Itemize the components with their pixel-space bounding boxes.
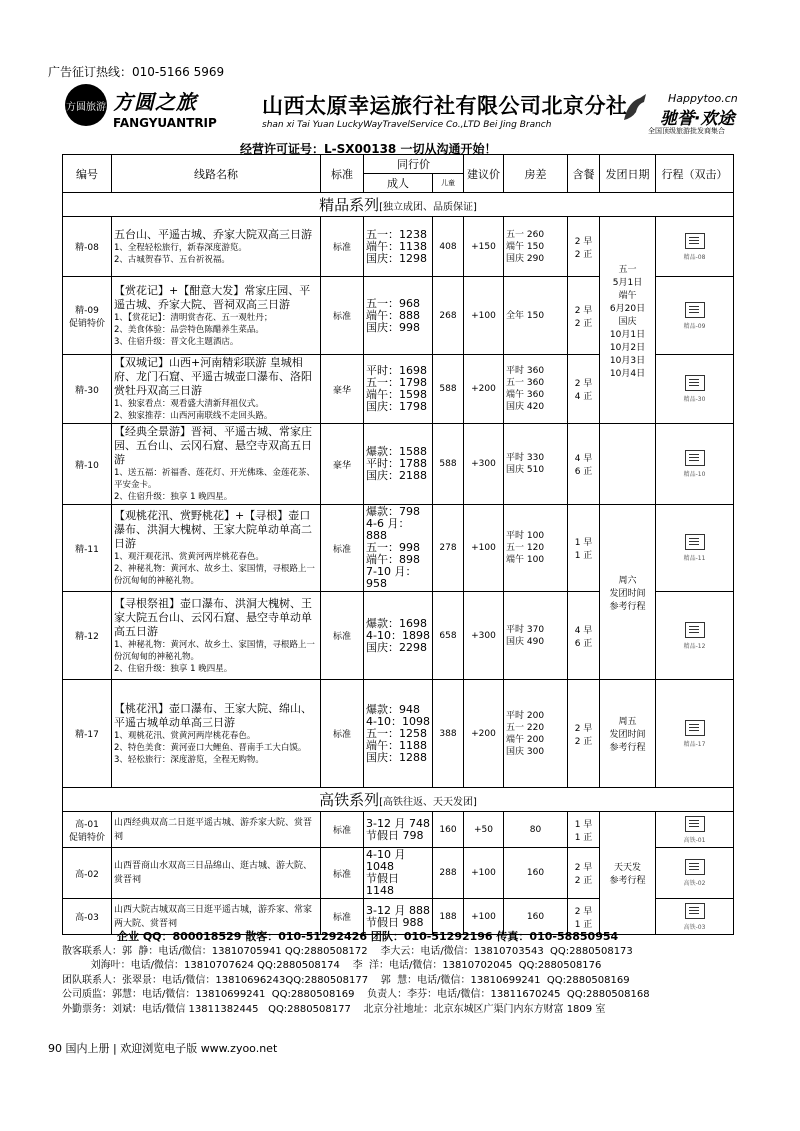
room-line: 平时 200: [506, 710, 545, 721]
table-row: [63, 680, 734, 788]
room-diff: [504, 505, 568, 592]
route-note: 1、全程轻松旅行，新春深度游览。: [114, 242, 247, 253]
document-icon[interactable]: [685, 233, 705, 249]
itinerary-cell: [656, 424, 734, 505]
itinerary-file-label[interactable]: 精品-10: [683, 471, 706, 478]
price-line: 国庆：2298: [366, 640, 427, 654]
meals: [568, 592, 600, 680]
room-diff: [504, 592, 568, 680]
price-line: 国庆：1798: [366, 400, 427, 413]
meal-line: 6 正: [574, 467, 593, 477]
room-line: 国庆 420: [506, 402, 545, 412]
header-suggest: 建议价: [464, 155, 504, 193]
route-code-value: 精-11: [75, 544, 99, 555]
adult-prices: [364, 812, 433, 848]
room-line: 国庆 510: [506, 465, 545, 475]
child-price: 588: [433, 424, 464, 505]
route-name: [112, 505, 321, 592]
price-line: 4-10 月 1048: [366, 848, 406, 873]
route-title: 【经典全景游】晋祠、平遥古城、常家庄园、五台山、云冈石窟、悬空寺双高五日游: [114, 425, 312, 466]
price-line: 国庆：1288: [366, 750, 427, 764]
route-note: 1、独家看点：观看盛大清新拜祖仪式。: [114, 399, 264, 409]
route-code-value: 高-03: [75, 913, 99, 923]
depart-line: 周五: [618, 717, 637, 727]
depart-dates: [600, 680, 656, 788]
route-note: 1、【赏花记】：清明赏杏花、五一观牡丹；: [114, 312, 273, 323]
document-icon[interactable]: [685, 302, 705, 318]
route-title: 山西晋商山水双高三日品绵山、逛古城、游大院、赏晋祠: [112, 848, 321, 899]
depart-line: 参考行程: [609, 743, 646, 753]
itinerary-cell: [656, 680, 734, 788]
route-title: 山西大院古城双高三日逛平遥古城，游乔家、常家两大院、赏晋祠: [112, 899, 321, 935]
section-premium: [63, 193, 734, 217]
route-code-value: 精-08: [75, 243, 99, 253]
route-note: 2、住宿升级：独享 1 晚四星。: [114, 663, 233, 674]
route-title: 五台山、平遥古城、乔家大院双高三日游: [114, 227, 312, 241]
route-code: [63, 848, 112, 899]
suggest-price: +100: [464, 277, 504, 355]
route-note: 3、轻松旅行：深度游览，全程无购物。: [114, 754, 264, 765]
child-price: 278: [433, 505, 464, 592]
depart-line: 天天发: [613, 863, 641, 873]
route-name: [112, 592, 321, 680]
price-line: 4-10：1898: [366, 628, 430, 642]
price-line: 端午：898: [366, 553, 420, 566]
contact-line: 公司质监：郭慧：电话/微信：13810699241 QQ:2880508169 负责人：李芬：电话/微信：13811670245 QQ:2880508168: [62, 989, 650, 1000]
header-room-diff: 房差: [504, 155, 568, 193]
price-line: 节假日 988: [366, 915, 424, 929]
depart-line: 发团时间: [609, 730, 646, 740]
itinerary-file-label[interactable]: 精品-12: [683, 642, 706, 650]
depart-line: 参考行程: [609, 876, 646, 886]
depart-dates: [600, 424, 656, 505]
price-line: 4-6 月：888: [366, 517, 410, 542]
suggest-price: +150: [464, 217, 504, 277]
document-icon[interactable]: [685, 375, 705, 391]
adult-prices: [364, 424, 433, 505]
itinerary-file-label[interactable]: 高铁-02: [683, 880, 706, 887]
room-line: 五一 360: [506, 378, 545, 388]
room-line: 平时 370: [506, 624, 545, 635]
document-icon[interactable]: [685, 859, 705, 875]
header-standard: 标准: [321, 155, 364, 193]
child-price: 408: [433, 217, 464, 277]
itinerary-cell: [656, 217, 734, 277]
header-child: 儿童: [433, 174, 464, 193]
route-note: 2、美食体验：品尝特色陈醋养生菜品。: [114, 324, 264, 335]
table-row: [63, 424, 734, 505]
brand-name-en: FANGYUANTRIP: [113, 116, 217, 130]
price-line: 爆款：1588: [366, 445, 427, 458]
section-title: 精品系列: [319, 196, 380, 214]
route-price-table: [62, 154, 734, 935]
price-line: 3-12 月 748: [366, 816, 430, 830]
room-diff: [504, 424, 568, 505]
depart-dates: [600, 505, 656, 680]
child-price: 658: [433, 592, 464, 680]
route-title: 【桃花汛】壶口瀑布、王家大院、绵山、平遥古城单动单高三日游: [114, 701, 312, 729]
route-name: [112, 217, 321, 277]
meal-line: 1 正: [574, 919, 593, 930]
document-icon[interactable]: [685, 816, 705, 832]
meal-line: 2 早: [574, 863, 593, 873]
route-note: 2、独家推荐：山西河南联线不走回头路。: [114, 411, 273, 421]
section-subtitle: [高铁往返、天天发团]: [379, 797, 477, 808]
room-line: 全年 150: [506, 310, 545, 321]
route-note: 1、送五福：祈福香、莲花灯、开光佛珠、金莲花茶、平安金卡。: [114, 468, 315, 490]
section-highspeed: [63, 788, 734, 812]
depart-line: 10月3日: [609, 355, 646, 366]
suggest-price: +100: [464, 848, 504, 899]
document-icon[interactable]: [685, 622, 705, 638]
header-code: 编号: [63, 155, 112, 193]
price-line: 4-10：1098: [366, 714, 430, 728]
route-note: 2、神秘礼物：黄河水、故乡土、家国情，寻根路上一份沉甸甸的神秘礼物。: [114, 564, 315, 586]
route-note: 1、神秘礼物：黄河水、故乡土、家国情，寻根路上一份沉甸甸的神秘礼物。: [114, 639, 315, 662]
meals: [568, 680, 600, 788]
meal-line: 4 早: [574, 625, 593, 636]
horse-logo-icon: [620, 92, 650, 124]
hotlines: 企业 QQ：800018529 散客：010-51292426 团队：010-51292196 传真：010-58850954: [117, 930, 619, 943]
route-title: 【寻根祭祖】壶口瀑布、洪洞大槐树、王家大院五台山、云冈石窟、悬空寺单动单高五日游: [114, 596, 312, 638]
route-code-tag: 促销特价: [68, 832, 105, 843]
suggest-price: +50: [464, 812, 504, 848]
document-icon[interactable]: [685, 903, 705, 919]
route-code: [63, 680, 112, 788]
room-line: 平时 100: [506, 531, 545, 541]
slogan-en: Happytoo.cn: [668, 92, 738, 105]
price-line: 端午：1188: [366, 738, 427, 752]
route-note: 1、观桃花汛、赏黄河两岸桃花春色。: [114, 730, 256, 741]
license-number: 经营许可证号：L-SX00138 一切从沟通开始！: [240, 142, 497, 156]
route-standard: 标准: [321, 592, 364, 680]
itinerary-file-label[interactable]: 精品-09: [683, 322, 706, 330]
room-line: 平时 330: [506, 453, 545, 463]
room-line: 国庆 490: [506, 636, 545, 647]
suggest-price: +300: [464, 424, 504, 505]
contact-footer: [62, 930, 733, 1017]
price-line: 平时：1788: [366, 457, 427, 470]
room-line: 80: [529, 824, 542, 835]
contact-line: 刘海叶：电话/微信：13810707624 QQ:2880508174 李 洋：电话/微信：13810702045 QQ:2880508176: [62, 960, 602, 971]
contact-line: 散客联系人：郭 静：电话/微信：13810705941 QQ:2880508172 李大云：电话/微信：13810703543 QQ:2880508173: [62, 945, 633, 957]
route-code-value: 高-02: [75, 869, 99, 880]
meals: [568, 355, 600, 424]
header-itinerary: 行程（双击）: [656, 155, 734, 193]
room-diff: [504, 812, 568, 848]
price-line: 爆款：1698: [366, 616, 427, 630]
route-name: [112, 424, 321, 505]
itinerary-cell: [656, 848, 734, 899]
itinerary-cell: [656, 355, 734, 424]
route-name: [112, 680, 321, 788]
room-line: 160: [526, 868, 545, 878]
suggest-price: +100: [464, 899, 504, 935]
itinerary-file-label[interactable]: 精品-11: [683, 555, 706, 562]
price-line: 五一：1258: [366, 726, 427, 740]
route-name: [112, 277, 321, 355]
meal-line: 2 早: [574, 723, 593, 734]
price-line: 五一：1238: [366, 227, 427, 241]
meal-line: 4 早: [574, 454, 593, 464]
room-diff: [504, 277, 568, 355]
route-standard: 标准: [321, 680, 364, 788]
ad-hotline: 广告征订热线：010-5166 5969: [48, 65, 225, 79]
highspeed-rows: [63, 812, 734, 935]
meal-line: 1 早: [574, 819, 593, 830]
route-code-value: 精-30: [75, 385, 99, 396]
route-code-value: 精-10: [75, 460, 99, 471]
itinerary-cell: [656, 277, 734, 355]
room-line: 端午 200: [506, 734, 545, 745]
price-line: 五一：1798: [366, 376, 427, 389]
route-code-value: 精-17: [75, 730, 99, 740]
route-standard: 豪华: [321, 355, 364, 424]
depart-dates: [600, 812, 656, 935]
route-standard: 标准: [321, 505, 364, 592]
meal-line: 4 正: [574, 392, 593, 402]
depart-line: 10月4日: [609, 368, 646, 379]
meal-line: 2 早: [574, 236, 593, 247]
header-adult: 成人: [364, 174, 433, 193]
room-line: 端午 360: [506, 390, 545, 400]
route-note: 2、特色美食：黄河壶口大鲤鱼、晋南手工大白馍。: [114, 742, 307, 753]
suggest-price: +100: [464, 505, 504, 592]
route-title: 【观桃花汛、赏野桃花】+【寻根】壶口瀑布、洪洞大槐树、王家大院单动单高二日游: [114, 509, 312, 550]
route-title: 【双城记】山西+河南精彩联游 皇城相府、龙门石窟、平遥古城壶口瀑布、洛阳赏牡丹双高三日游: [114, 356, 312, 397]
meal-line: 6 正: [574, 638, 593, 649]
adult-prices: [364, 355, 433, 424]
price-line: 国庆：2188: [366, 469, 427, 482]
child-price: 288: [433, 848, 464, 899]
suggest-price: +300: [464, 592, 504, 680]
header-route: 线路名称: [112, 155, 321, 193]
route-standard: 标准: [321, 899, 364, 935]
brand-logo: 方圆旅游: [65, 84, 107, 126]
itinerary-file-label[interactable]: 精品-17: [683, 740, 706, 748]
table-row: [63, 217, 734, 277]
route-title: 山西经典双高二日逛平遥古城、游乔家大院、赏晋祠: [112, 812, 321, 848]
suggest-price: +200: [464, 680, 504, 788]
route-code: [63, 355, 112, 424]
child-price: 588: [433, 355, 464, 424]
route-code-value: 精-12: [75, 632, 99, 642]
section-subtitle: [独立成团、品质保证]: [379, 202, 477, 213]
room-diff: [504, 680, 568, 788]
header-meals: 含餐: [568, 155, 600, 193]
document-icon[interactable]: [685, 534, 705, 550]
document-icon[interactable]: [685, 720, 705, 736]
meal-line: 2 早: [574, 305, 593, 316]
header-peer-price: 同行价: [364, 155, 464, 174]
document-icon[interactable]: [685, 450, 705, 466]
price-line: 国庆：998: [366, 320, 420, 334]
depart-dates: [600, 217, 656, 424]
price-line: 国庆：1298: [366, 251, 427, 265]
depart-line: 端午: [618, 290, 637, 301]
meal-line: 2 早: [574, 906, 593, 917]
meal-line: 1 早: [574, 538, 593, 548]
route-code-tag: 促销特价: [68, 318, 105, 329]
itinerary-file-label[interactable]: 高铁-03: [683, 923, 706, 931]
child-price: 160: [433, 812, 464, 848]
route-code: [63, 812, 112, 848]
route-title: 【赏花记】+【酣意大发】常家庄园、平遥古城、乔家大院、晋祠双高三日游: [114, 283, 311, 311]
meal-line: 2 正: [574, 876, 593, 886]
meals: [568, 277, 600, 355]
price-line: 3-12 月 888: [366, 903, 430, 917]
route-code: [63, 277, 112, 355]
contact-lines: [62, 945, 733, 1018]
depart-line: 5月1日: [612, 277, 643, 288]
route-code-value: 精-09: [75, 305, 99, 316]
child-price: 268: [433, 277, 464, 355]
depart-line: 6月20日: [609, 303, 646, 314]
section-title: 高铁系列: [319, 791, 380, 809]
meal-line: 2 正: [574, 318, 593, 329]
route-standard: 豪华: [321, 424, 364, 505]
route-code: [63, 424, 112, 505]
slogan-subtitle: 全国顶级旅游批发商集合: [648, 127, 725, 135]
room-line: 五一 120: [506, 543, 545, 553]
premium-rows: [63, 217, 734, 788]
room-line: 端午 150: [506, 241, 545, 252]
route-standard: 标准: [321, 217, 364, 277]
route-note: 1、观汗观花汛、赏黄河两岸桃花春色。: [114, 552, 264, 562]
adult-prices: [364, 680, 433, 788]
slogan-cn: 驰誉·欢途: [660, 109, 735, 129]
depart-line: 五一: [618, 264, 637, 275]
price-line: 节假日 1148: [366, 872, 399, 897]
meal-line: 2 正: [574, 249, 593, 260]
room-line: 五一 220: [506, 722, 545, 733]
route-code-value: 高-01: [75, 819, 99, 830]
itinerary-cell: [656, 812, 734, 848]
depart-line: 国庆: [618, 316, 637, 327]
route-name: [112, 355, 321, 424]
price-line: 五一：968: [366, 296, 420, 310]
depart-line: 参考行程: [609, 601, 646, 612]
meal-line: 1 正: [574, 832, 593, 843]
price-line: 五一：998: [366, 541, 420, 554]
meals: [568, 505, 600, 592]
meal-line: 2 正: [574, 736, 593, 747]
route-code: [63, 505, 112, 592]
adult-prices: [364, 592, 433, 680]
itinerary-file-label[interactable]: 精品-08: [683, 253, 706, 261]
price-line: 爆款：798: [366, 505, 420, 518]
suggest-price: +200: [464, 355, 504, 424]
room-diff: [504, 848, 568, 899]
room-line: 国庆 300: [506, 746, 545, 757]
price-line: 端午：1598: [366, 388, 427, 401]
meals: [568, 424, 600, 505]
route-standard: 标准: [321, 277, 364, 355]
agency-name: 山西太原幸运旅行社有限公司北京分社: [262, 94, 628, 118]
adult-prices: [364, 505, 433, 592]
table-header-row: [63, 155, 734, 174]
route-standard: 标准: [321, 812, 364, 848]
depart-line: 发团时间: [609, 588, 646, 599]
room-line: 五一 260: [506, 229, 545, 240]
price-line: 爆款：948: [366, 702, 420, 716]
page-footer: 90 国内上册 | 欢迎浏览电子版 www.zyoo.net: [48, 1042, 278, 1055]
route-note: 3、住宿升级：晋文化主题酒店。: [114, 336, 239, 347]
price-line: 7-10 月：958: [366, 565, 417, 590]
child-price: 388: [433, 680, 464, 788]
table-row: [63, 505, 734, 592]
table-row: [63, 812, 734, 848]
contact-line: 团队联系人：张翠景：电话/微信：13810696243QQ:2880508177 郭 慧：电话/微信：13810699241 QQ:2880508169: [62, 974, 630, 986]
depart-line: 周六: [618, 575, 637, 586]
route-code: [63, 592, 112, 680]
contact-line: 外勤票务：刘斌：电话/微信 13811382445 QQ:2880508177 北京分社地址：北京东城区广渠门内东方财富 1809 室: [62, 1003, 606, 1015]
meals: [568, 812, 600, 848]
itinerary-cell: [656, 592, 734, 680]
adult-prices: [364, 848, 433, 899]
route-standard: 标准: [321, 848, 364, 899]
meals: [568, 848, 600, 899]
child-price: 188: [433, 899, 464, 935]
price-line: 端午：1138: [366, 239, 427, 253]
room-line: 端午 100: [506, 555, 545, 565]
route-note: 2、住宿升级：独享 1 晚四星。: [114, 492, 233, 502]
header-depart: 发团日期: [600, 155, 656, 193]
price-line: 平时：1698: [366, 364, 427, 377]
room-diff: [504, 217, 568, 277]
adult-prices: [364, 217, 433, 277]
itinerary-cell: [656, 505, 734, 592]
itinerary-file-label[interactable]: 高铁-01: [683, 836, 706, 844]
depart-line: 10月1日: [609, 329, 646, 340]
price-line: 节假日 798: [366, 828, 424, 842]
room-line: 平时 360: [506, 366, 545, 376]
meals: [568, 217, 600, 277]
depart-line: 10月2日: [609, 342, 646, 353]
itinerary-file-label[interactable]: 精品-30: [683, 396, 706, 403]
price-line: 端午：888: [366, 308, 420, 322]
meal-line: 2 早: [574, 379, 593, 389]
route-note: 2、古城贺春节、五台祈祝福。: [114, 254, 230, 265]
agency-name-en: shan xi Tai Yuan LuckyWayTravelService Co.,LTD Bei Jing Branch: [262, 120, 552, 130]
brand-name-cn: 方圆之旅: [113, 90, 197, 114]
adult-prices: [364, 277, 433, 355]
room-diff: [504, 355, 568, 424]
room-line: 160: [526, 911, 545, 922]
room-line: 国庆 290: [506, 253, 545, 264]
meal-line: 1 正: [574, 551, 593, 561]
route-code: [63, 217, 112, 277]
